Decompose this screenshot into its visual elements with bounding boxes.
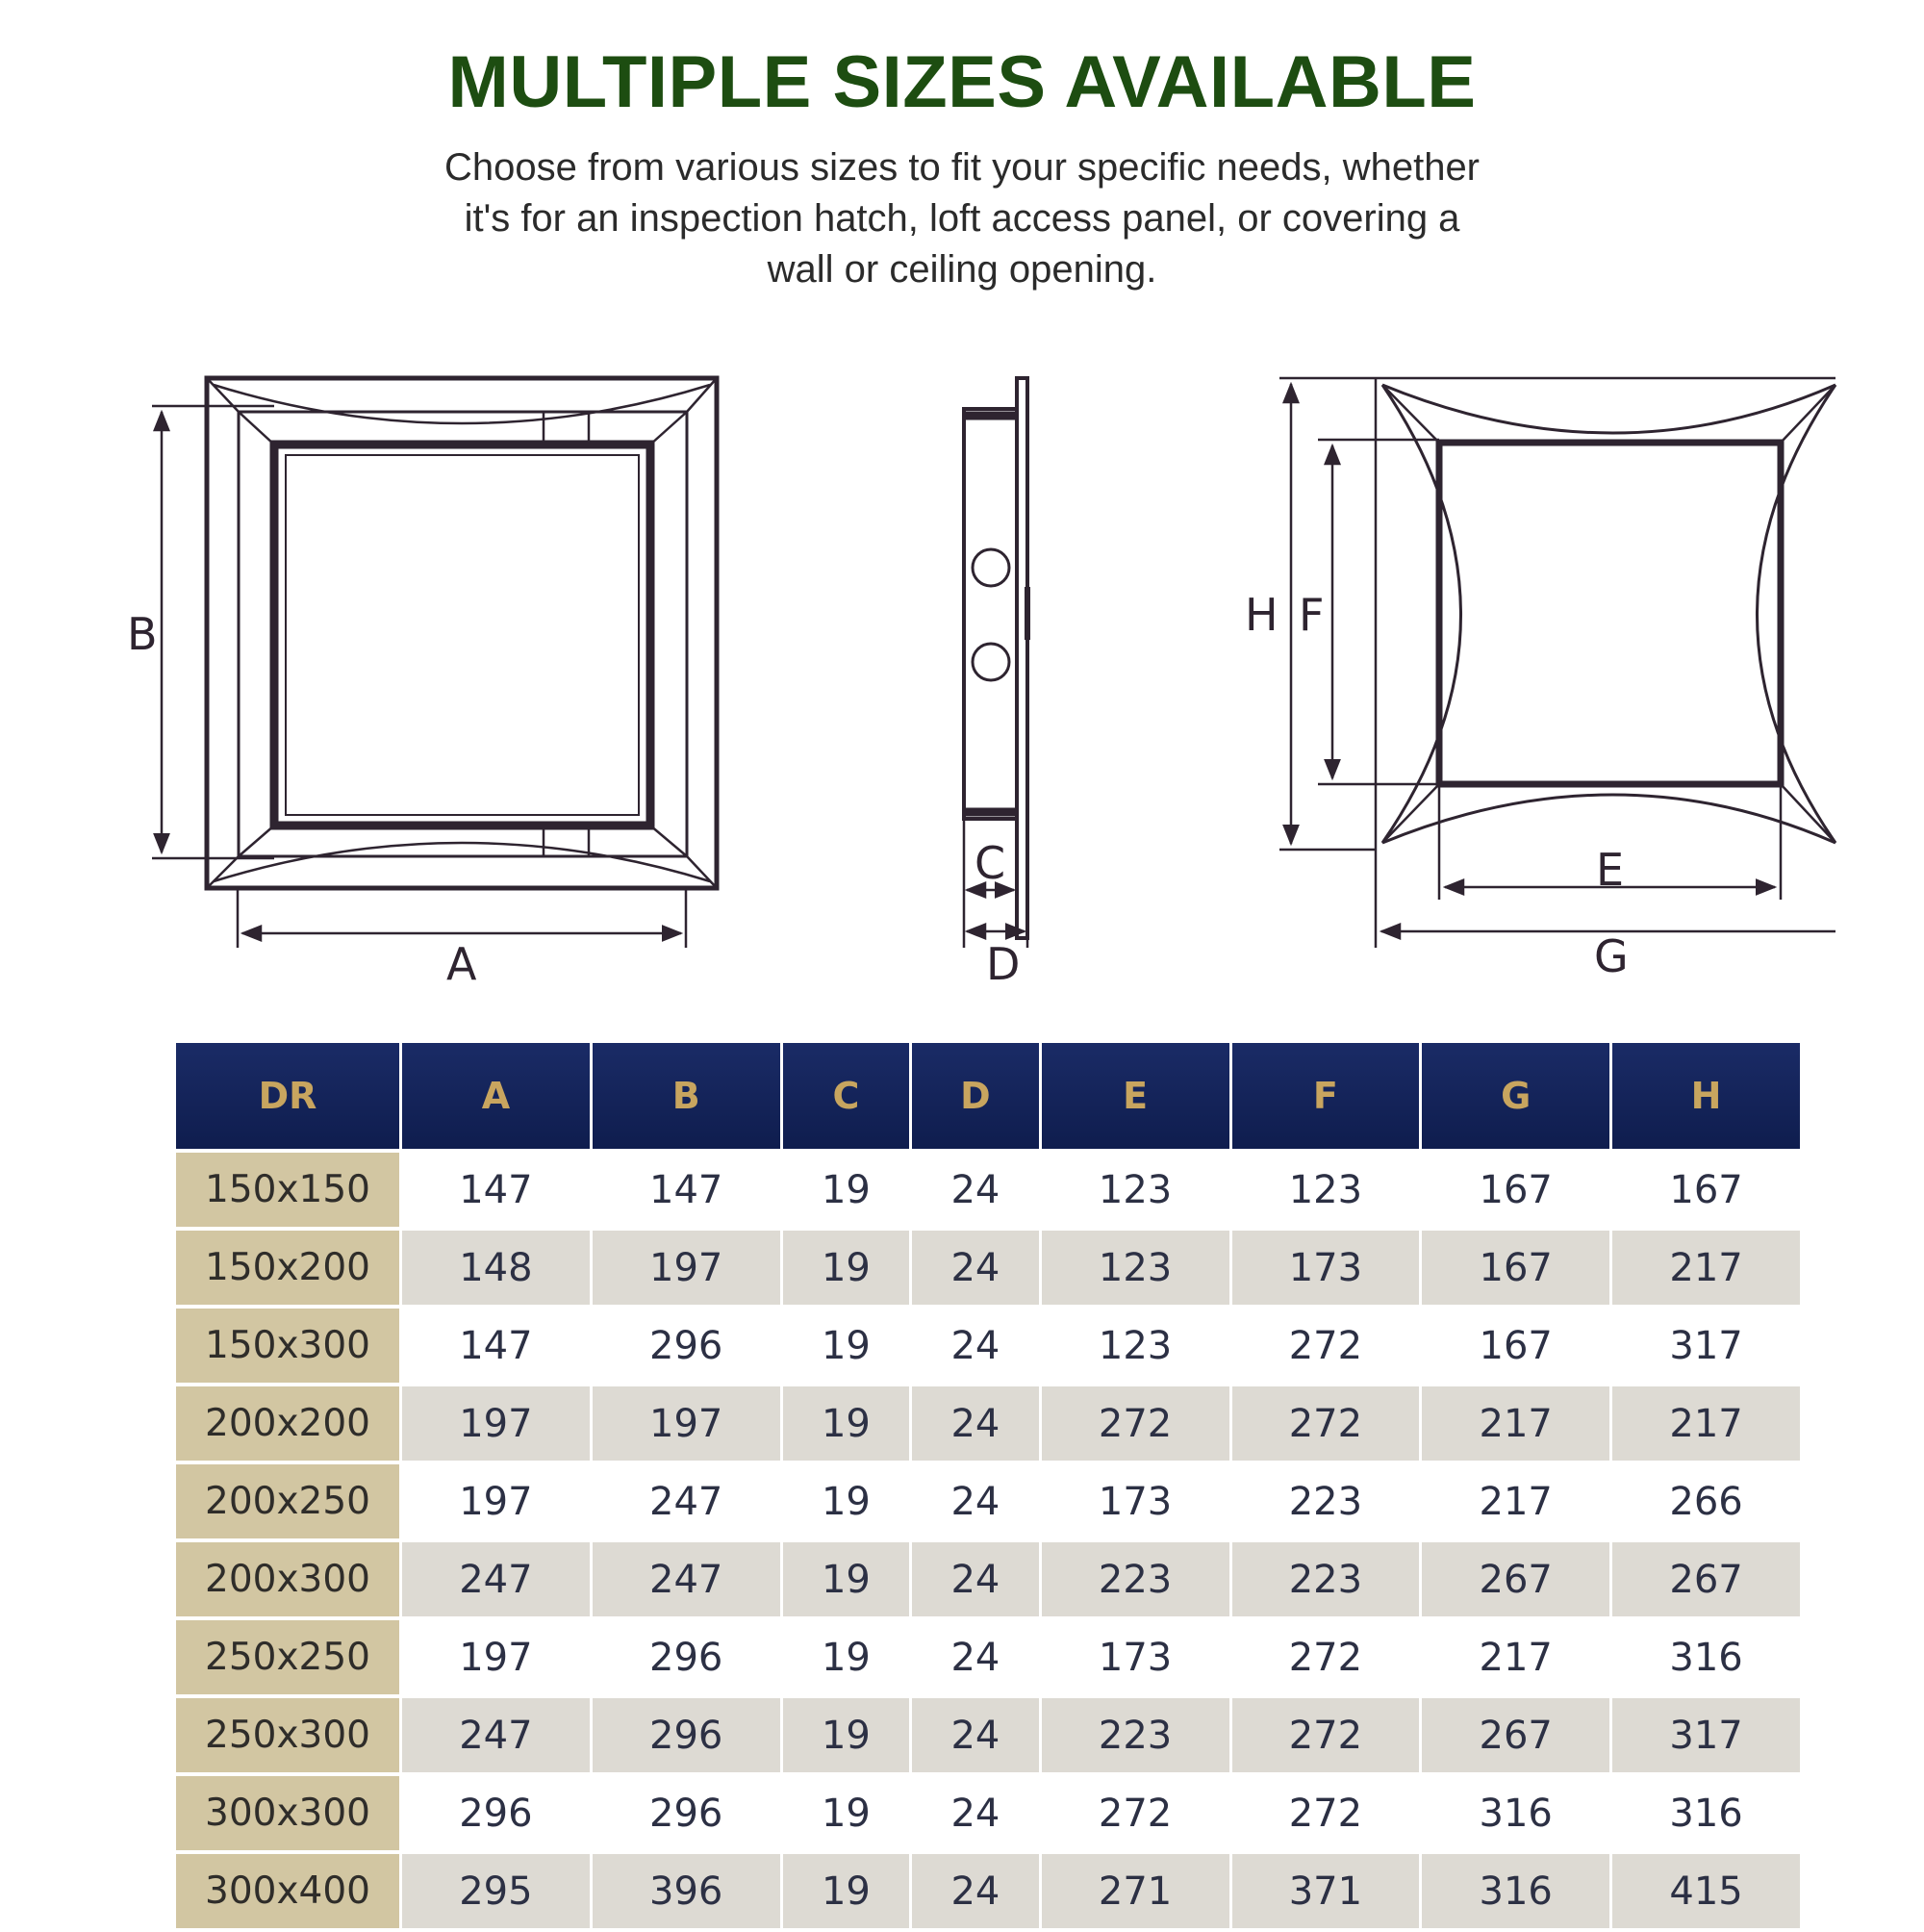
value-cell: 217 [1612,1386,1800,1461]
value-cell: 317 [1612,1698,1800,1772]
size-cell: 150x300 [176,1309,399,1383]
front-view [152,378,717,948]
value-cell: 396 [593,1854,780,1928]
value-cell: 217 [1422,1386,1609,1461]
value-cell: 223 [1232,1542,1420,1616]
label-e: E [1596,844,1625,896]
header-c: C [783,1043,910,1149]
header-b: B [593,1043,780,1149]
value-cell: 296 [402,1776,590,1850]
value-cell: 167 [1612,1153,1800,1227]
table-row [176,1698,1800,1772]
value-cell: 197 [402,1386,590,1461]
header-a: A [402,1043,590,1149]
value-cell: 173 [1042,1620,1229,1694]
value-cell: 24 [912,1309,1039,1383]
label-h: H [1245,589,1278,641]
label-g: G [1594,930,1629,982]
value-cell: 24 [912,1464,1039,1538]
value-cell: 19 [783,1309,910,1383]
header-g: G [1422,1043,1609,1149]
value-cell: 123 [1042,1231,1229,1305]
value-cell: 123 [1042,1153,1229,1227]
value-cell: 317 [1612,1309,1800,1383]
table-row [176,1464,1800,1538]
size-cell: 150x200 [176,1231,399,1305]
value-cell: 247 [593,1542,780,1616]
value-cell: 24 [912,1231,1039,1305]
header-h: H [1612,1043,1800,1149]
value-cell: 223 [1042,1698,1229,1772]
value-cell: 217 [1422,1464,1609,1538]
value-cell: 123 [1042,1309,1229,1383]
back-view [1279,378,1835,948]
value-cell: 19 [783,1464,910,1538]
table-row [176,1386,1800,1461]
value-cell: 147 [402,1309,590,1383]
value-cell: 147 [402,1153,590,1227]
header-f: F [1232,1043,1420,1149]
value-cell: 266 [1612,1464,1800,1538]
value-cell: 415 [1612,1854,1800,1928]
table-row [176,1153,1800,1227]
value-cell: 272 [1042,1386,1229,1461]
header-d: D [912,1043,1039,1149]
value-cell: 267 [1422,1698,1609,1772]
label-d: D [986,938,1021,990]
subtitle-line: wall or ceiling opening. [767,248,1157,291]
header-dr: DR [176,1043,399,1149]
label-b: B [127,608,158,660]
header-e: E [1042,1043,1229,1149]
value-cell: 296 [593,1309,780,1383]
value-cell: 296 [593,1698,780,1772]
value-cell: 19 [783,1231,910,1305]
value-cell: 173 [1042,1464,1229,1538]
value-cell: 217 [1422,1620,1609,1694]
subtitle-line: it's for an inspection hatch, loft access panel, or covering a [464,197,1460,240]
value-cell: 272 [1232,1776,1420,1850]
value-cell: 272 [1232,1698,1420,1772]
value-cell: 24 [912,1776,1039,1850]
value-cell: 316 [1422,1776,1609,1850]
value-cell: 247 [402,1542,590,1616]
value-cell: 296 [593,1776,780,1850]
size-cell: 300x400 [176,1854,399,1928]
value-cell: 19 [783,1620,910,1694]
size-cell: 200x250 [176,1464,399,1538]
value-cell: 272 [1042,1776,1229,1850]
value-cell: 295 [402,1854,590,1928]
size-table [173,1039,1803,1932]
value-cell: 167 [1422,1231,1609,1305]
value-cell: 148 [402,1231,590,1305]
size-cell: 200x200 [176,1386,399,1461]
value-cell: 223 [1042,1542,1229,1616]
value-cell: 24 [912,1698,1039,1772]
value-cell: 296 [593,1620,780,1694]
table-row [176,1309,1800,1383]
value-cell: 271 [1042,1854,1229,1928]
value-cell: 247 [593,1464,780,1538]
size-cell: 200x300 [176,1542,399,1616]
value-cell: 267 [1422,1542,1609,1616]
size-cell: 250x250 [176,1620,399,1694]
table-row [176,1620,1800,1694]
table-row [176,1854,1800,1928]
value-cell: 371 [1232,1854,1420,1928]
value-cell: 147 [593,1153,780,1227]
value-cell: 19 [783,1698,910,1772]
table-row [176,1776,1800,1850]
value-cell: 272 [1232,1386,1420,1461]
value-cell: 19 [783,1776,910,1850]
subtitle-line: Choose from various sizes to fit your specific needs, whether [443,146,1481,189]
value-cell: 217 [1612,1231,1800,1305]
value-cell: 24 [912,1153,1039,1227]
value-cell: 167 [1422,1153,1609,1227]
table-header-row [176,1043,1800,1149]
value-cell: 173 [1232,1231,1420,1305]
table-row [176,1231,1800,1305]
size-cell: 250x300 [176,1698,399,1772]
value-cell: 123 [1232,1153,1420,1227]
value-cell: 316 [1612,1776,1800,1850]
value-cell: 24 [912,1542,1039,1616]
value-cell: 197 [593,1231,780,1305]
page-title: MULTIPLE SIZES AVAILABLE [447,41,1477,123]
value-cell: 272 [1232,1309,1420,1383]
value-cell: 19 [783,1854,910,1928]
value-cell: 19 [783,1542,910,1616]
value-cell: 223 [1232,1464,1420,1538]
value-cell: 197 [593,1386,780,1461]
label-c: C [975,837,1006,889]
value-cell: 24 [912,1854,1039,1928]
value-cell: 267 [1612,1542,1800,1616]
value-cell: 316 [1422,1854,1609,1928]
value-cell: 167 [1422,1309,1609,1383]
value-cell: 272 [1232,1620,1420,1694]
size-cell: 300x300 [176,1776,399,1850]
value-cell: 197 [402,1464,590,1538]
value-cell: 316 [1612,1620,1800,1694]
value-cell: 24 [912,1620,1039,1694]
label-a: A [446,938,477,990]
value-cell: 197 [402,1620,590,1694]
value-cell: 19 [783,1153,910,1227]
value-cell: 24 [912,1386,1039,1461]
value-cell: 19 [783,1386,910,1461]
size-cell: 150x150 [176,1153,399,1227]
value-cell: 247 [402,1698,590,1772]
label-f: F [1299,589,1325,641]
table-row [176,1542,1800,1616]
